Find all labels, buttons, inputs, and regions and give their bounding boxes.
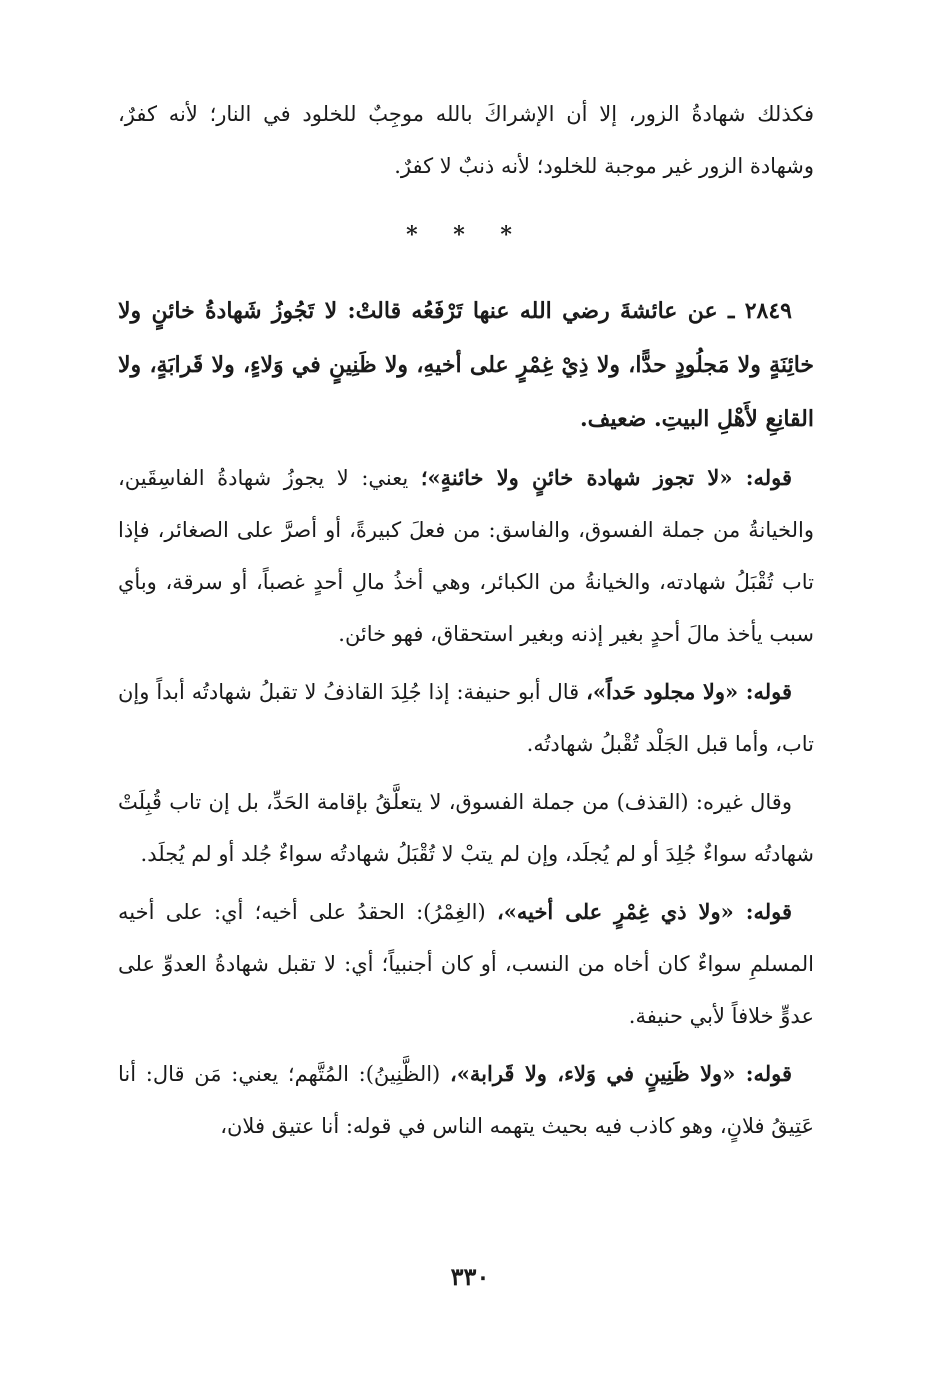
quoted-phrase: قوله: «لا تجوز شهادة خائنٍ ولا خائنةٍ»؛ bbox=[420, 465, 792, 490]
hadith-text: ٢٨٤٩ ـ عن عائشةَ رضي الله عنها تَرْفَعُه قالتْ: لا تَجُوزُ شَهادةُ خائنٍ ولا خائِنَةٍ ولا مَجلُودٍ حدًّا، ولا ذِيْ غِمْرٍ على أخيهِ، ولا ظَنِينٍ في وَلاءٍ، ولا قَرابَةٍ، ولا القانِعِ لأَهْلِ البيتِ. ضعيف. bbox=[118, 298, 814, 432]
paragraph-continued: فكذلك شهادةُ الزور، إلا أن الإشراكَ بالله موجِبٌ للخلود في النار؛ لأنه كفرٌ، وشهادة الزور غير موجبة للخلود؛ لأنه ذنبٌ لا كفرٌ. bbox=[118, 102, 814, 178]
commentary-text: (الظَّنِينُ): المُتَّهم؛ يعني: مَن قال: أنا عَتِيقُ فلانٍ، وهو كاذب فيه بحيث يتهمه الناس في قوله: أنا عتيق فلان، bbox=[118, 1062, 814, 1138]
commentary-paragraph-3: وقال غيره: (القذف) من جملة الفسوق، لا يتعلَّقُ بإقامة الحَدِّ، بل إن تاب قُبِلَتْ شهادتُه سواءٌ جُلِدَ أو لم يُجلَد، وإن لم يتبْ لا تُقْبَلُ شهادتُه سواءٌ جُلد أو لم يُجلَد. bbox=[118, 790, 814, 866]
quoted-phrase: قوله: «ولا ذي غِمْرٍ على أخيه»، bbox=[496, 899, 792, 924]
quoted-phrase: قوله: «ولا ظَنِينٍ في وَلاء، ولا قَرابة»، bbox=[449, 1061, 792, 1086]
page-number: ٣٣٠ bbox=[450, 1262, 490, 1291]
commentary-paragraph-4 bbox=[118, 886, 814, 1042]
section-separator: * * * bbox=[406, 222, 526, 248]
commentary-text: قال أبو حنيفة: إذا جُلِدَ القاذفُ لا تقبلُ شهادتُه أبداً وإن تاب، وأما قبل الجَلْد تُقْبلُ شهادتُه. bbox=[118, 680, 814, 756]
document-page bbox=[118, 88, 814, 1158]
commentary-text: (الغِمْرُ): الحقدُ على أخيه؛ أي: على أخيه المسلمِ سواءٌ كان أخاه من النسب، أو كان أجنبياً؛ أي: لا تقبل شهادةُ العدوِّ على عدوٍّ خلافاً لأبي حنيفة. bbox=[118, 900, 814, 1028]
commentary-paragraph-2 bbox=[118, 666, 814, 770]
commentary-text: يعني: لا يجوزُ شهادةُ الفاسِقَين، والخيانةُ من جملة الفسوق، والفاسق: من فعلَ كبيرةً، أو أصرَّ على الصغائر، فإذا تاب تُقْبَلُ شهادته، والخيانةُ من الكبائر، وهي أخذُ مالِ أحدٍ غصباً، أو سرقة، وبأي سبب يأخذ مالَ أحدٍ بغير إذنه وبغير استحقاق، فهو خائن. bbox=[118, 466, 814, 646]
commentary-paragraph-5 bbox=[118, 1048, 814, 1152]
quoted-phrase: قوله: «ولا مجلود حَداً»، bbox=[586, 679, 792, 704]
commentary-paragraph-1 bbox=[118, 452, 814, 660]
